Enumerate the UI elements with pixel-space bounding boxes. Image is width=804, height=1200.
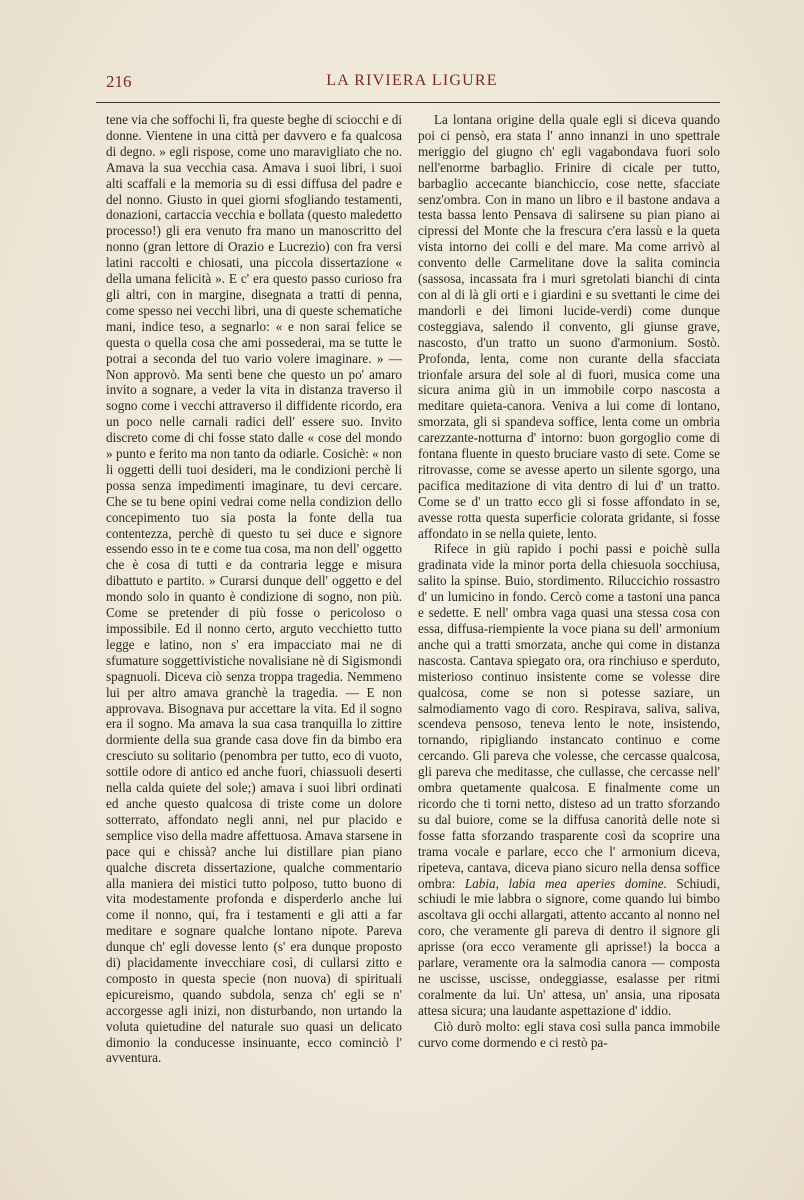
right-paragraph-2-continuation: Schiudi, schiudi le mie labbra o signore, come quando lui bimbo ascoltava gli occhi allargati, attento accanto al nonno nel coro, che veramente gli pareva di dentro il signore gli aprisse (ora ecco veramente gli aprisse!) la bocca a parlare, veramente ora la salmodia canora — composta ne uscisse, uscisse, ondeggiasse, esalasse per ritmi coralmente da lui. Un' attesa, un' ansia, una riposata attesa sicura; una laudante aspettazione d' iddio.: [418, 875, 720, 1018]
right-paragraph-3: Ciò durò molto: egli stava così sulla panca immobile curvo come dormendo e ci restò pa-: [418, 1018, 720, 1050]
page-number: 216: [106, 72, 132, 91]
left-paragraph-1: tene via che soffochi lì, fra queste beghe di sciocchi e di donne. Vientene in una città per davvero e fa qualcosa di degno. » egli rispose, come uno maravigliato che no. Amava la sua vecchia casa. Amava i suoi libri, i suoi alti scaffali e la memoria su di essi diffusa del padre e del nonno. Giusto in quei giorni sfogliando testamenti, donazioni, cartaccia vecchia e bollata (questo maledetto processo!) gli era venuto fra mano un manoscritto del nonno (gran lettore di Orazio e Lucrezio) con fra versi latini raccolti e chiosati, una piccola dissertazione « della umana felicità ». E c' era questo passo curioso fra gli altri, con in margine, disegnata a tratti di penna, come spesso nei vecchi libri, una di queste schematiche mani, indice teso, a segnarlo: « e non sarai felice se questa o quella cosa che ami possederai, ma se tutte le potrai a seconda del tuo vario volere imaginare. » — Non approvò. Ma sentì bene che questo un po' amaro invito a sognare, a veder la vita in distanza traverso il sogno come i vecchi attraverso il diffidente ricordo, era un poco nelle carnali radici dell' essere suo. Invito discreto come di chi fosse stato dalle « cose del mondo » punto e ferito ma non tanto da odiarle. Cosichè: « non li oggetti delli tuoi desideri, ma le condizioni perchè li possa senza impedimenti imaginare, tu devi cercare. Che se tu bene opini vedrai come nella condizion dello concepimento tuo sia posta la fonte della tua contentezza, perchè di questo tu sei duce e signore essendo esso in te e come tua cosa, ma non dell' oggetto che è cosa di tutti e da contraria legge e misura dibattuto e partito. » Curarsi dunque dell' oggetto e del mondo solo in quanto è condizione di sogno, non più. Come se pretender di più fosse o pericoloso o impossibile. Ed il nonno certo, arguto vecchietto tutto legge e latino, non s' era impacciato mai ne di sfumature soggettivistiche novalisiane nè di Sigismondi spagnuoli. Diceva ciò senza troppa tragedia. Nemmeno lui per altro amava granchè la tragedia. — E non approvava. Bisognava pur accettare la vita. Ed il sogno era il sogno. Ma amava la sua casa tranquilla lo zittire dormiente della sua grande casa dove fin da bimbo era cresciuto su solitario (penombra per tutto, eco di vuoto, sottile odore di antico ed anche fuori, chiassuoli deserti nella calda quiete del sole;) amava i suoi libri ordinati ed anche questo qualcosa di triste come un dolore sotterrato, affondato negli anni, nel pur placido e semplice viso della madre affettuosa. Amava starsene in pace qui e chissà? anche lui distillare pian piano qualche discreta dissertazione, qualche commentario alla maniera dei mistici tutto polposo, tutto buono di vita modestamente profonda e disperderlo anche lui come il nonno, qui, fra i testamenti e gli atti a far meditare e sognare qualche lontano nipote. Pareva dunque ch' egli dovesse lento (s' era dunque proposto di) placidamente invecchiare così, di cullarsi zitto e composto in questa specie (non nuova) di spirituali epicureismo, quando subdola, senza ch' egli se n' accorgesse agli inizi, non disturbando, non urtando la voluta quietudine del naturale suo quasi un delicato dimonio la conducesse insinuante, ecco cominciò l' avventura.: [106, 112, 402, 1066]
latin-quote: Labia, labia mea aperies domine.: [464, 875, 667, 891]
left-column: [106, 112, 402, 1066]
right-paragraph-2-text: Rifece in giù rapido i pochi passi e poichè sulla gradinata vide la minor porta della chiesuola socchiusa, salito la spinse. Buio, stordimento. Riluccichio rossastro d' un lumicino in fondo. Cercò come a tastoni una panca e sedette. E nell' ombra vaga quasi una stessa cosa con essa, diffusa-riempiente la voce piana su dell' armonium anche qui a tratti smorzata, anche qui come in distanza nascosta. Cantava spiegato ora, ora rinchiuso e sperduto, misterioso continuo insistente come se volesse dire qualcosa, come se non si potesse saziare, un salmodiamento vago di coro. Respirava, saliva, saliva, scendeva pensoso, teneva lento le note, insistendo, tornando, ripigliando instancato continuo e come cercando. Gli pareva che volesse, che cercasse qualcosa, gli pareva che meditasse, che cullasse, che cercasse nell' ombra quetamente qualcosa. E finalmente come un ricordo che ti torni netto, disteso ad un tratto sforzando su dal buiore, come se la diffusa canorità delle note si fosse fatta sforzando trasparente così da scoprire una trama vocale e parlare, ecco che l' armonium diceva, ripeteva, cantava, diceva piano sicuro nella densa soffice ombra:: [418, 541, 720, 891]
header-rule: [96, 102, 720, 103]
right-column: [418, 112, 720, 1050]
right-paragraph-2: [418, 541, 720, 1018]
page-header: [106, 68, 718, 96]
right-paragraph-1: La lontana origine della quale egli si diceva quando poi ci pensò, era stata l' anno innanzi in uno spettrale meriggio del giugno ch' egli vagabondava fuori solo nell'enorme barbaglio. Frinire di cicale per tutto, barbaglio accecante bianchiccio, cose nette, sfacciate senz'ombra. Con in mano un libro e il bastone andava a testa bassa lento Pensava di salirsene su pian piano ai cipressi del Monte che la frescura c'era lassù e la queta vista intorno dei colli e del mare. Ma come arrivò al convento delle Carmelitane dove la salita comincia (sassosa, incassata fra i muri sgretolati bianchi di cinta con al di là gli orti e i giardini e su svettanti le cime dei mandorli e dei limoni lucide-verdi) come dunque costeggiava, salendo il convento, gli giunse grave, nascosto, d'un tratto un suono d'armonium. Sostò. Profonda, lenta, come non curante della sfacciata trionfale arsura del sole al di fuori, musica come una sicura anima giù in un immobile corpo nascosta a meditare quieta-canora. Veniva a lui come di lontano, smorzata, gli si spandeva soffice, lenta come un ombria carezzante-notturna d' intorno: buon gorgoglio come di fontana fluente in questo bruciare vasto di sete. Come se ritrovasse, come se avesse aperto un silente sgorgo, una pacifica meditazione di vita dentro di lui d' un tratto. Come se d' un tratto ecco gli si fosse affondato in se, avesse rotta questa superficie colorata gridante, si fosse affondato in se nella quiete, lento.: [418, 112, 720, 541]
journal-title: LA RIVIERA LIGURE: [326, 72, 498, 89]
